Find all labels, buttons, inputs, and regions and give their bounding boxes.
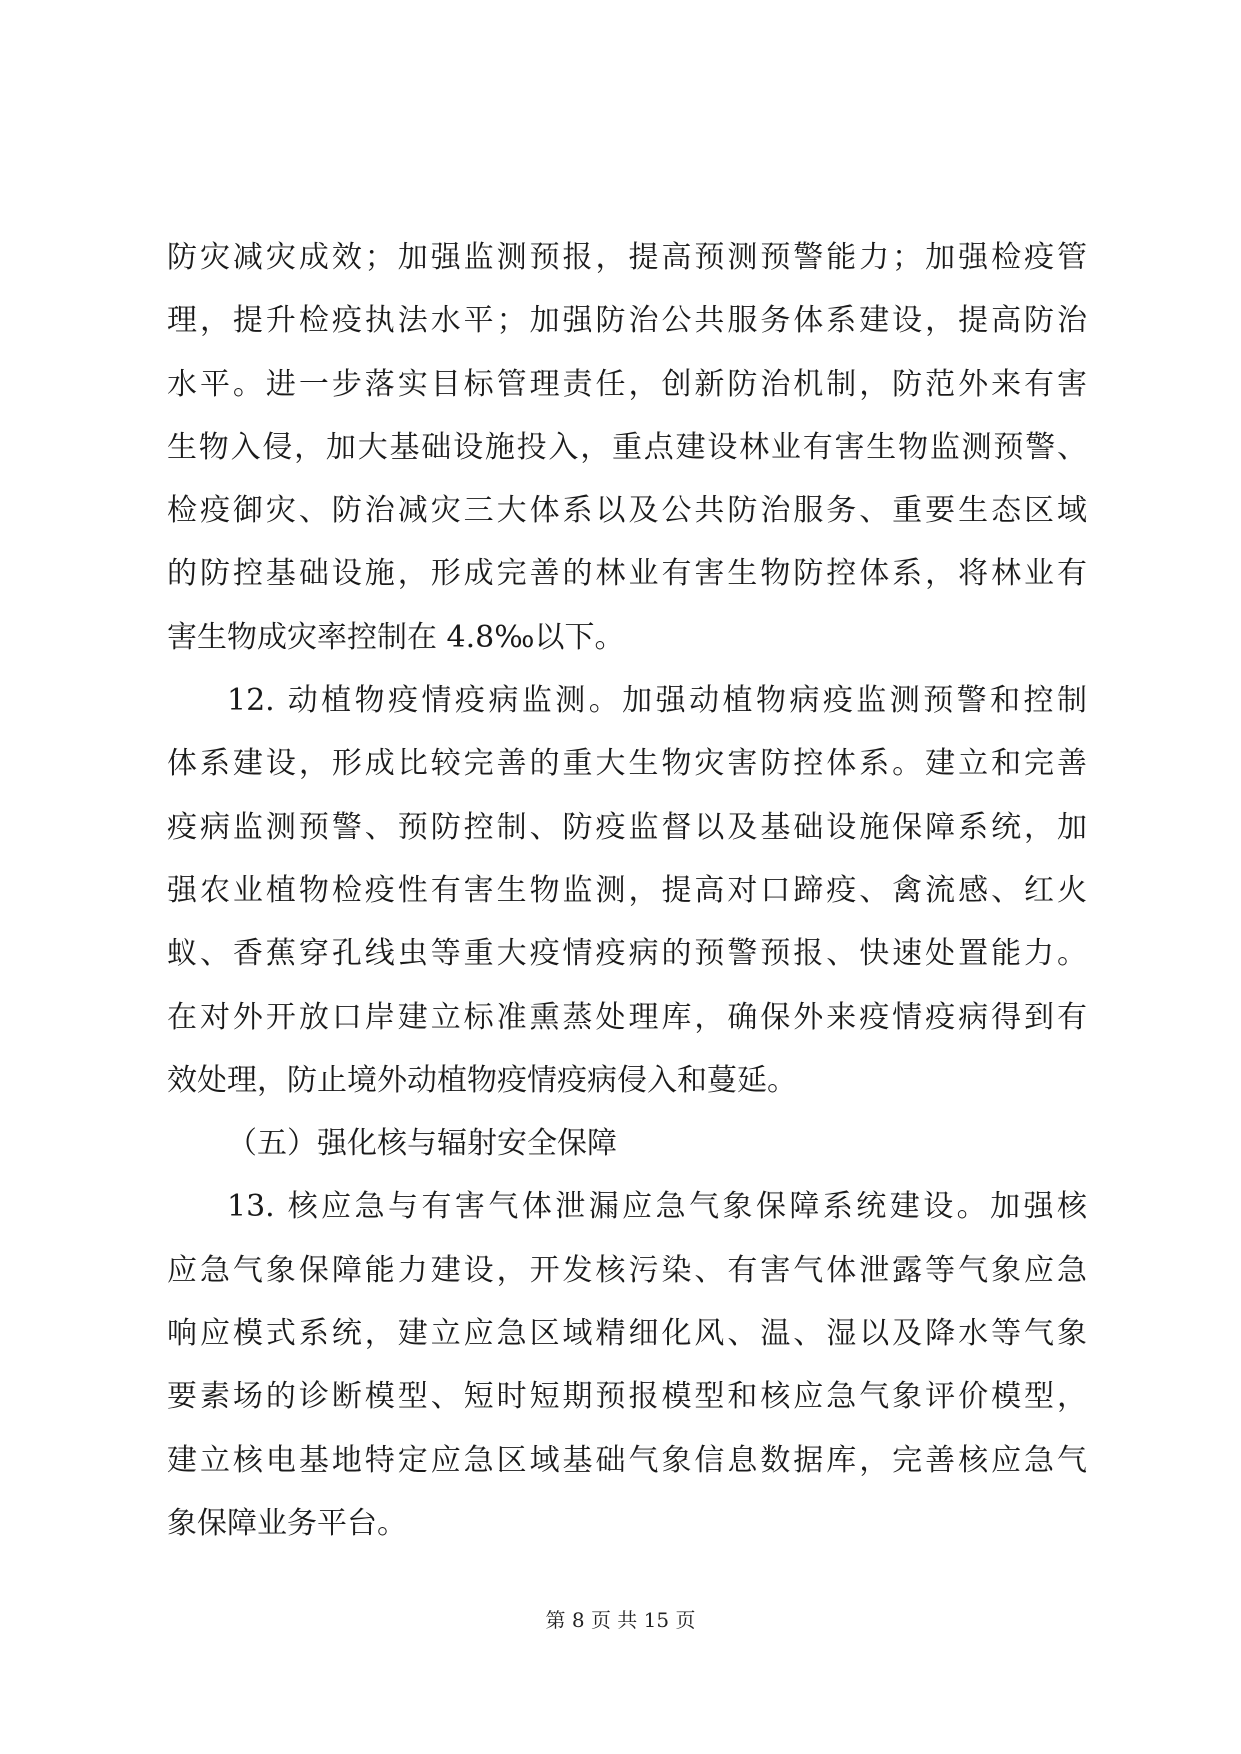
text-line: 效处理，防止境外动植物疫情疫病侵入和蔓延。 <box>167 1062 797 1098</box>
text-line: 蚁、香蕉穿孔线虫等重大疫情疫病的预警预报、快速处置能力。 <box>167 936 1087 972</box>
text-line: 建立核电基地特定应急区域基础气象信息数据库，完善核应急气 <box>167 1442 1087 1478</box>
text-line: 害生物成灾率控制在 4.8‰以下。 <box>167 619 625 655</box>
text-line: 要素场的诊断模型、短时短期预报模型和核应急气象评价模型， <box>167 1379 1087 1415</box>
text-line: 疫病监测预警、预防控制、防疫监督以及基础设施保障系统，加 <box>167 809 1087 845</box>
body-text <box>167 226 1087 1555</box>
text-line: 强农业植物检疫性有害生物监测，提高对口蹄疫、禽流感、红火 <box>167 872 1087 908</box>
text-line: 理，提升检疫执法水平；加强防治公共服务体系建设，提高防治 <box>167 303 1087 339</box>
text-line: 防灾减灾成效；加强监测预报，提高预测预警能力；加强检疫管 <box>167 240 1087 275</box>
text-line: 在对外开放口岸建立标准熏蒸处理库，确保外来疫情疫病得到有 <box>167 999 1087 1035</box>
page-number-footer: 第 8 页 共 15 页 <box>545 1608 696 1632</box>
text-line: 检疫御灾、防治减灾三大体系以及公共防治服务、重要生态区域 <box>167 493 1087 529</box>
section-heading: （五）强化核与辐射安全保障 <box>227 1126 617 1162</box>
text-line: 生物入侵，加大基础设施投入，重点建设林业有害生物监测预警、 <box>167 429 1087 465</box>
text-line: 水平。进一步落实目标管理责任，创新防治机制，防范外来有害 <box>167 366 1087 402</box>
text-line: 象保障业务平台。 <box>167 1505 407 1541</box>
text-line: 的防控基础设施，形成完善的林业有害生物防控体系，将林业有 <box>167 556 1087 592</box>
paragraph-heading-13: 13. 核应急与有害气体泄漏应急气象保障系统建设。加强核 <box>227 1189 1087 1225</box>
text-line: 体系建设，形成比较完善的重大生物灾害防控体系。建立和完善 <box>167 746 1087 782</box>
text-line: 响应模式系统，建立应急区域精细化风、温、湿以及降水等气象 <box>167 1316 1087 1352</box>
text-line: 应急气象保障能力建设，开发核污染、有害气体泄露等气象应急 <box>167 1252 1087 1288</box>
paragraph-heading-12: 12. 动植物疫情疫病监测。加强动植物病疫监测预警和控制 <box>227 683 1087 719</box>
